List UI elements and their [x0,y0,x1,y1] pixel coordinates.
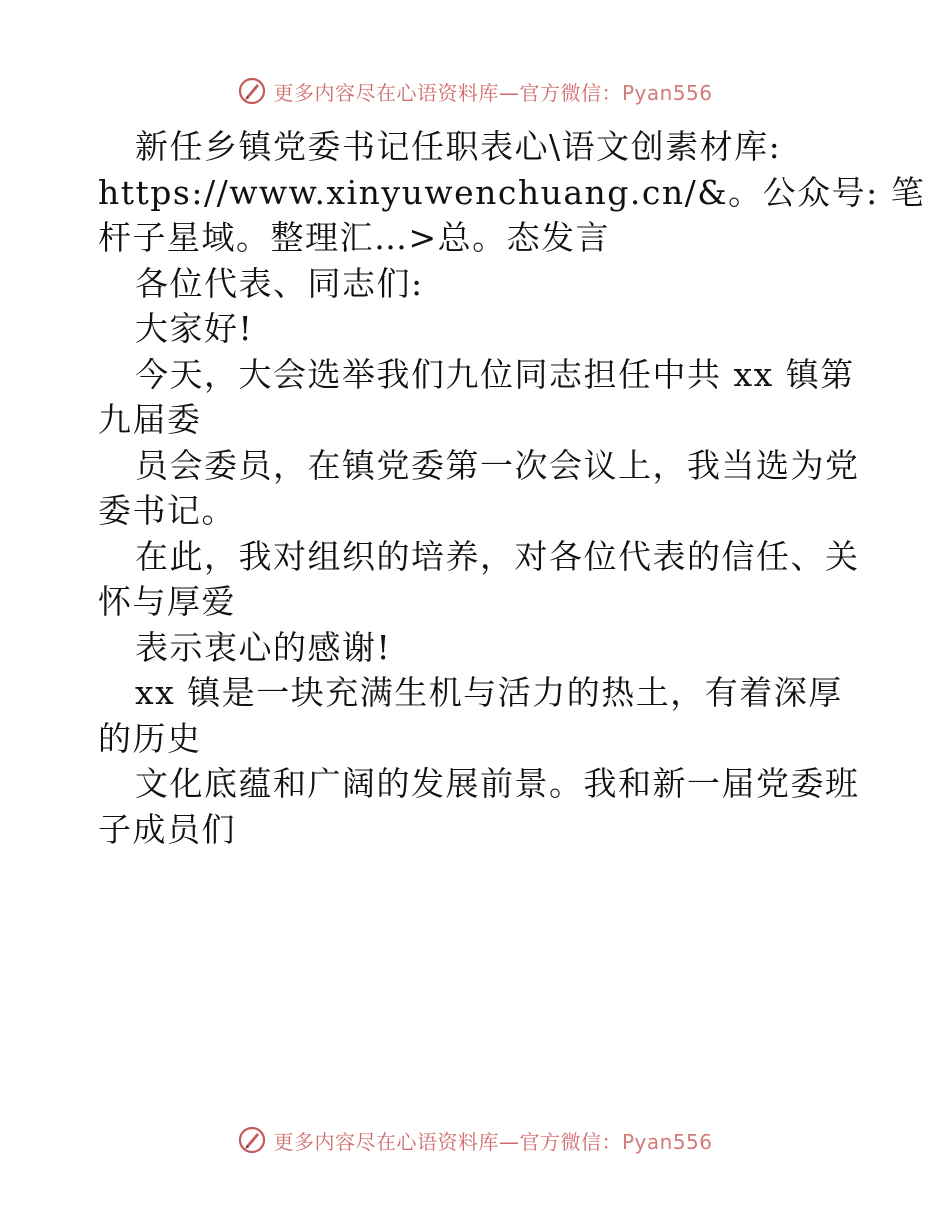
body-line: xx 镇是一块充满生机与活力的热土，有着深厚 [135,673,843,712]
body-line: 在此，我对组织的培养，对各位代表的信任、关 [135,536,860,576]
body-line: 今天，大会选举我们九位同志担任中共 xx 镇第 [135,354,855,394]
body-line: 杆子星域。整理汇…>总。态发言 [98,218,611,257]
body-line: 九届委 [98,400,202,439]
document-body [98,124,926,852]
body-line: 各位代表、同志们: [135,263,424,303]
footer-watermark [0,1122,950,1158]
header-watermark [0,73,950,109]
body-line: https://www.xinyuwenchuang.cn/&。公众号: 笔 [98,172,926,212]
body-line: 大家好! [135,309,254,348]
body-line: 怀与厚爱 [98,582,236,621]
body-line: 表示衷心的感谢! [135,627,392,667]
watermark-text: 更多内容尽在心语资料库—官方微信： [273,80,622,105]
quill-logo-icon [237,76,267,106]
body-line: 员会委员，在镇党委第一次会议上，我当选为党 [135,445,860,485]
watermark-text: 更多内容尽在心语资料库—官方微信： [273,1129,622,1154]
body-line: 子成员们 [98,809,236,849]
quill-logo-icon [237,1125,267,1155]
body-line: 文化底蕴和广阔的发展前景。我和新一届党委班 [135,764,860,803]
watermark-wechat-id: Pyan556 [621,80,713,105]
body-line: 新任乡镇党委书记任职表心\语文创素材库: [135,127,782,166]
watermark-wechat-id: Pyan556 [621,1129,713,1154]
body-line: 的历史 [98,718,202,758]
body-line: 委书记。 [98,491,236,530]
